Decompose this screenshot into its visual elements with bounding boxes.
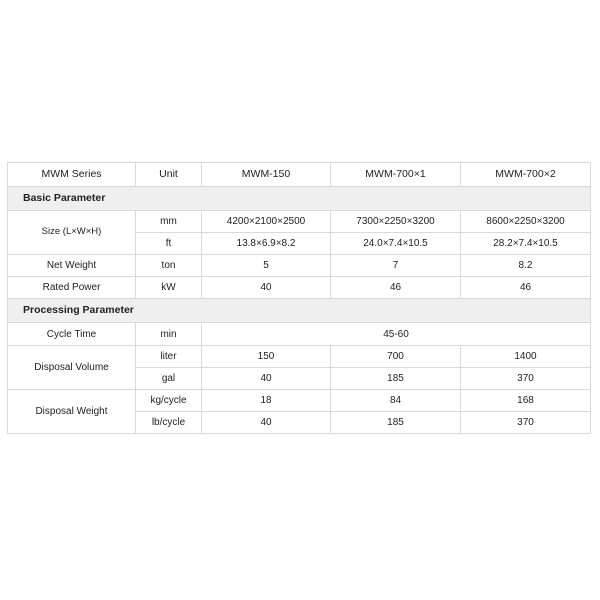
unit-cell: liter (136, 346, 202, 368)
unit-cell: kW (136, 277, 202, 299)
value-cell: 40 (202, 277, 331, 299)
model-header: MWM-150 (202, 163, 331, 187)
row-label-size: Size (L×W×H) (8, 211, 136, 255)
unit-cell: lb/cycle (136, 412, 202, 434)
section-row-processing (8, 299, 591, 323)
value-cell: 13.8×6.9×8.2 (202, 233, 331, 255)
row-label-cycle-time: Cycle Time (8, 323, 136, 346)
unit-cell: gal (136, 368, 202, 390)
unit-cell: ton (136, 255, 202, 277)
series-header: MWM Series (8, 163, 136, 187)
value-cell: 40 (202, 412, 331, 434)
value-cell: 28.2×7.4×10.5 (461, 233, 591, 255)
spec-table (7, 162, 591, 434)
value-cell: 5 (202, 255, 331, 277)
section-row-basic (8, 187, 591, 211)
value-cell: 1400 (461, 346, 591, 368)
value-cell: 84 (331, 390, 461, 412)
row-label-disposal-volume: Disposal Volume (8, 346, 136, 390)
value-cell: 8600×2250×3200 (461, 211, 591, 233)
value-cell: 18 (202, 390, 331, 412)
table-row (8, 211, 591, 233)
value-cell: 7 (331, 255, 461, 277)
row-label-disposal-weight: Disposal Weight (8, 390, 136, 434)
table-row (8, 323, 591, 346)
model-header: MWM-700×1 (331, 163, 461, 187)
unit-cell: min (136, 323, 202, 346)
row-label-rated-power: Rated Power (8, 277, 136, 299)
value-cell: 7300×2250×3200 (331, 211, 461, 233)
table-row (8, 390, 591, 412)
unit-cell: kg/cycle (136, 390, 202, 412)
value-cell: 45-60 (202, 323, 591, 346)
table-row (8, 255, 591, 277)
value-cell: 46 (331, 277, 461, 299)
value-cell: 4200×2100×2500 (202, 211, 331, 233)
value-cell: 150 (202, 346, 331, 368)
section-title: Basic Parameter (23, 191, 106, 204)
value-cell: 40 (202, 368, 331, 390)
unit-header: Unit (136, 163, 202, 187)
value-cell: 168 (461, 390, 591, 412)
table-row (8, 346, 591, 368)
value-cell: 8.2 (461, 255, 591, 277)
table-row (8, 277, 591, 299)
header-row (8, 163, 591, 187)
model-header: MWM-700×2 (461, 163, 591, 187)
unit-cell: ft (136, 233, 202, 255)
value-cell: 24.0×7.4×10.5 (331, 233, 461, 255)
row-label-net-weight: Net Weight (8, 255, 136, 277)
value-cell: 185 (331, 368, 461, 390)
value-cell: 46 (461, 277, 591, 299)
value-cell: 370 (461, 412, 591, 434)
unit-cell: mm (136, 211, 202, 233)
value-cell: 185 (331, 412, 461, 434)
value-cell: 700 (331, 346, 461, 368)
section-title: Processing Parameter (23, 303, 134, 316)
value-cell: 370 (461, 368, 591, 390)
